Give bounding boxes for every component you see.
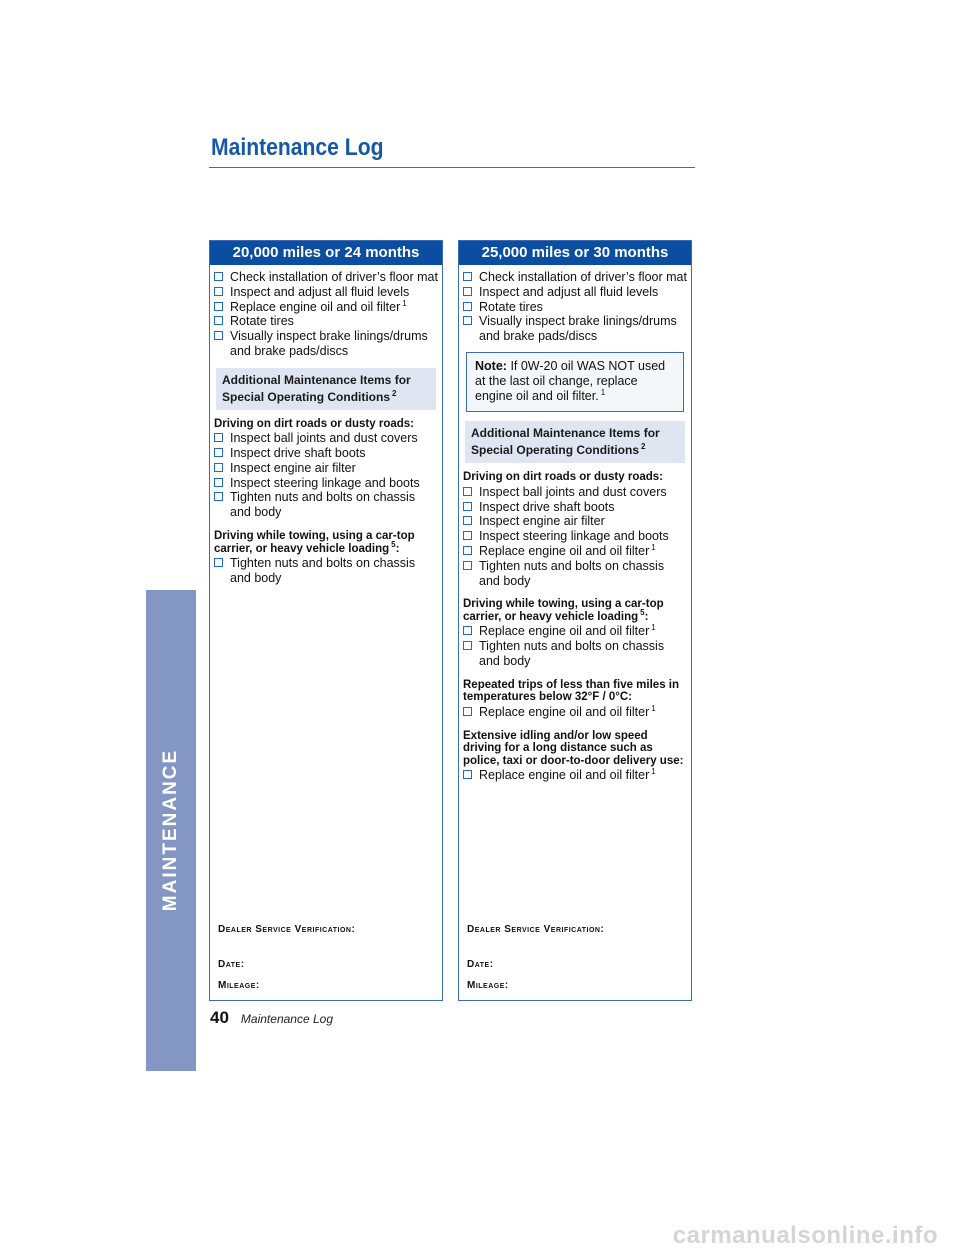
checkbox-icon[interactable] (214, 272, 223, 281)
dealer-verification-label: Dealer Service Verification: (218, 924, 356, 935)
checklist-item (214, 446, 438, 461)
watermark: carmanualsonline.info (672, 1222, 938, 1249)
checklist-item-text: Inspect drive shaft boots (479, 499, 615, 514)
sidebar-label: MAINTENANCE (160, 748, 181, 912)
note-label: Note: (475, 358, 507, 373)
footnote-ref: 5 (391, 539, 396, 549)
checklist-item (214, 314, 438, 329)
checkbox-icon[interactable] (214, 331, 223, 340)
checklist-item (463, 514, 687, 529)
condition-title: Driving while towing, using a car-top carrier, or heavy vehicle loading $^5$: (463, 598, 664, 623)
checklist-item-text: Visually inspect brake linings/drums and brake pads/discs (230, 329, 428, 358)
checkbox-icon[interactable] (463, 641, 472, 650)
checkbox-icon[interactable] (214, 287, 223, 296)
footnote-ref: 1 (600, 387, 606, 397)
condition-title-text: Extensive idling and/or low speed driving for a long distance such as police, taxi or door-to-door delivery use: (463, 729, 684, 767)
column-heading: 20,000 miles or 24 months (210, 241, 442, 265)
checklist-item-text: Inspect steering linkage and boots (230, 475, 420, 490)
condition-title-text: Driving while towing, using a car-top carrier, or heavy vehicle loading (214, 530, 415, 555)
column-20000 (209, 240, 443, 1001)
condition-title-text: Driving on dirt roads or dusty roads: (214, 417, 414, 430)
checklist-item (463, 639, 687, 669)
mileage-label: Mileage: (467, 980, 509, 991)
condition-title (463, 730, 687, 768)
checkbox-icon[interactable] (463, 287, 472, 296)
date-label: Date: (218, 959, 245, 970)
checkbox-icon[interactable] (463, 707, 472, 716)
checkbox-icon[interactable] (214, 316, 223, 325)
checkbox-icon[interactable] (463, 516, 472, 525)
footnote-ref: 1 (402, 298, 407, 308)
checklist-item-text: Replace engine oil and oil filter (479, 768, 650, 783)
checklist-item-text: Inspect engine air filter (479, 514, 605, 529)
checklist-item-text: Inspect ball joints and dust covers (230, 431, 418, 446)
checklist-item-text: Inspect drive shaft boots (230, 446, 366, 461)
dealer-verification (218, 923, 355, 992)
checklist-item (463, 624, 687, 639)
checkbox-icon[interactable] (214, 302, 223, 311)
column-body (459, 265, 691, 783)
checkbox-icon[interactable] (214, 478, 223, 487)
checklist-item (214, 285, 438, 300)
checklist-item (214, 556, 438, 586)
oil-note (466, 352, 684, 412)
checklist-item-text: Visually inspect brake linings/drums and brake pads/discs (479, 314, 677, 344)
footnote-ref: 5 (640, 607, 645, 617)
condition-title (214, 418, 438, 431)
checklist-item-text: Inspect and adjust all fluid levels (230, 284, 410, 299)
footnote-ref: 1 (651, 703, 656, 713)
dealer-verification-label: Dealer Service Verification: (467, 924, 605, 935)
condition-title-text: Driving on dirt roads or dusty roads: (463, 471, 663, 484)
column-heading: 25,000 miles or 30 months (459, 241, 691, 265)
checklist-item-text: Replace engine oil and oil filter (230, 299, 401, 314)
checklist-item (214, 490, 438, 520)
condition-title-text: Driving while towing, using a car-top carrier, or heavy vehicle loading (463, 598, 664, 623)
checklist-item (463, 270, 687, 285)
checklist-item (214, 270, 438, 285)
checkbox-icon[interactable] (463, 502, 472, 511)
checklist-item-text: Check installation of driver’s floor mat (479, 270, 687, 284)
checklist-item-text: Replace engine oil and oil filter (479, 704, 650, 719)
additional-items-title: Additional Maintenance Items for Special Operating Conditions (471, 426, 660, 458)
checklist-item-text: Inspect and adjust all fluid levels (479, 284, 659, 299)
checkbox-icon[interactable] (214, 492, 223, 501)
checklist-item (214, 476, 438, 491)
footnote-ref: 1 (651, 543, 656, 553)
checklist-item (214, 431, 438, 446)
footnote-ref: 1 (651, 623, 656, 633)
checklist-item-text: Replace engine oil and oil filter (479, 544, 650, 559)
page-title: Maintenance Log (211, 134, 384, 161)
condition-title: Driving while towing, using a car-top carrier, or heavy vehicle loading $^5$: (214, 530, 415, 555)
additional-items-title: Additional Maintenance Items for Special Operating Conditions (222, 372, 411, 404)
checklist-item-text: Tighten nuts and bolts on chassis and body (230, 490, 416, 520)
checklist-item (463, 314, 687, 344)
checklist-item-text: Replace engine oil and oil filter (479, 624, 650, 639)
checklist-item-text: Rotate tires (479, 299, 543, 314)
checkbox-icon[interactable] (214, 433, 223, 442)
checklist-item (463, 768, 687, 783)
checklist-item-text: Tighten nuts and bolts on chassis and body (479, 558, 665, 588)
footnote-ref: 2 (641, 442, 646, 452)
checklist-item (214, 461, 438, 476)
checkbox-icon[interactable] (463, 272, 472, 281)
column-body (210, 265, 442, 586)
checkbox-icon[interactable] (463, 561, 472, 570)
footer-label: Maintenance Log (240, 1012, 333, 1026)
date-label: Date: (467, 959, 494, 970)
checkbox-icon[interactable] (463, 770, 472, 779)
condition-title (463, 679, 687, 704)
checklist-item (463, 529, 687, 544)
checkbox-icon[interactable] (463, 546, 472, 555)
checklist-item-text: Tighten nuts and bolts on chassis and body (230, 556, 416, 585)
additional-items-header (465, 421, 685, 463)
checklist-item (463, 500, 687, 515)
page-number: 40 (210, 1008, 229, 1027)
checkbox-icon[interactable] (463, 316, 472, 325)
checklist-item (214, 300, 438, 315)
checkbox-icon[interactable] (463, 626, 472, 635)
dealer-verification (467, 923, 604, 992)
checklist-item-text: Rotate tires (230, 314, 294, 329)
checklist-item-text: Check installation of driver’s floor mat (230, 270, 438, 284)
checklist-item (214, 329, 438, 359)
checklist-item (463, 544, 687, 559)
footnote-ref: 2 (392, 388, 397, 398)
checklist-item (463, 485, 687, 500)
checklist-item-text: Inspect ball joints and dust covers (479, 484, 667, 499)
checklist-item-text: Inspect steering linkage and boots (479, 529, 669, 544)
column-25000 (458, 240, 692, 1001)
checkbox-icon[interactable] (214, 558, 223, 567)
condition-title (463, 471, 687, 484)
condition-title-text: Repeated trips of less than five miles in temperatures below 32°F / 0°C: (463, 678, 680, 704)
checkbox-icon[interactable] (463, 487, 472, 496)
checklist-item-text: Tighten nuts and bolts on chassis and body (479, 639, 665, 669)
additional-items-header (216, 368, 436, 410)
checkbox-icon[interactable] (214, 463, 223, 472)
footnote-ref: 1 (651, 767, 656, 777)
checklist-item (463, 285, 687, 300)
checklist-item (463, 559, 687, 589)
checkbox-icon[interactable] (463, 302, 472, 311)
checkbox-icon[interactable] (214, 448, 223, 457)
checklist-item-text: Inspect engine air filter (230, 460, 356, 475)
title-divider (209, 167, 695, 168)
checklist-item (463, 300, 687, 315)
page-footer (210, 1008, 333, 1028)
checklist-item (463, 705, 687, 720)
checkbox-icon[interactable] (463, 531, 472, 540)
mileage-label: Mileage: (218, 980, 260, 991)
note-text: If 0W-20 oil WAS NOT used at the last oil change, replace engine oil and oil filter. (475, 358, 666, 403)
